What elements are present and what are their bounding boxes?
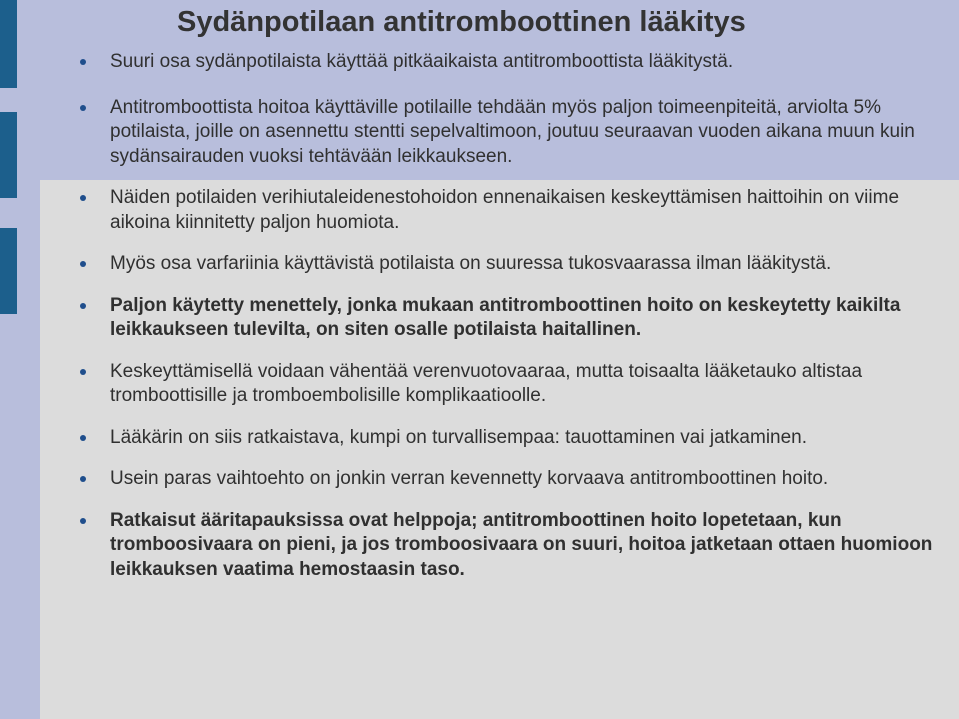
bullet-item <box>80 294 940 343</box>
accent-bar <box>0 112 17 198</box>
bullet-item <box>80 96 940 170</box>
bullet-dot-icon <box>80 105 86 111</box>
bullet-item <box>80 426 940 451</box>
bullet-dot-icon <box>80 59 86 65</box>
bullet-dot-icon <box>80 261 86 267</box>
bullet-dot-icon <box>80 476 86 482</box>
accent-bar <box>0 228 17 314</box>
bullet-text: Usein paras vaihtoehto on jonkin verran kevennetty korvaava antitromboottinen hoito. <box>110 468 829 489</box>
bullet-text: Paljon käytetty menettely, jonka mukaan antitromboottinen hoito on keskeytetty kaikilta leikkaukseen tulevilta, on siten osalle potilaista haitallinen. <box>110 294 901 340</box>
bullet-text: Suuri osa sydänpotilaista käyttää pitkäaikaista antitromboottista lääkitystä. <box>110 51 734 72</box>
bullet-text: Antitromboottista hoitoa käyttäville potilaille tehdään myös paljon toimeenpiteitä, arviolta 5% potilaista, joille on asennettu stentti sepelvaltimoon, joutuu seuraavan vuoden aikana muun kuin sydänsairauden vuoksi tehtävään leikkaukseen. <box>110 96 915 167</box>
bullet-text: Myös osa varfariinia käyttävistä potilaista on suuressa tukosvaarassa ilman lääkitystä. <box>110 253 832 274</box>
bullet-dot-icon <box>80 435 86 441</box>
bullet-text: Keskeyttämisellä voidaan vähentää verenvuotovaaraa, mutta toisaalta lääketauko altistaa tromboottisille ja tromboembolisille komplikaatioolle. <box>110 360 863 406</box>
bullet-item <box>80 252 940 277</box>
bullet-dot-icon <box>80 369 86 375</box>
bullet-text: Ratkaisut ääritapauksissa ovat helppoja; antitromboottinen hoito lopetetaan, kun tromboosivaara on pieni, ja jos tromboosivaara on suuri, hoitoa jatketaan ottaen huomioon leikkauksen vaatima hemostaasin taso. <box>110 509 933 580</box>
bullet-item <box>80 186 940 235</box>
bullet-text: Näiden potilaiden verihiutaleidenestohoidon ennenaikaisen keskeyttämisen haittoihin on viime aikoina kiinnitetty paljon huomiota. <box>110 187 900 233</box>
bullet-dot-icon <box>80 518 86 524</box>
bullet-item <box>80 509 940 583</box>
bullet-dot-icon <box>80 303 86 309</box>
bullet-dot-icon <box>80 195 86 201</box>
slide-title: Sydänpotilaan antitromboottinen lääkitys <box>177 6 746 38</box>
bullet-item <box>80 50 940 75</box>
bullet-list <box>80 50 940 582</box>
bullet-item <box>80 467 940 492</box>
accent-bar <box>0 0 17 88</box>
bullet-text: Lääkärin on siis ratkaistava, kumpi on turvallisempaa: tauottaminen vai jatkaminen. <box>110 426 808 448</box>
bullet-item <box>80 360 940 409</box>
